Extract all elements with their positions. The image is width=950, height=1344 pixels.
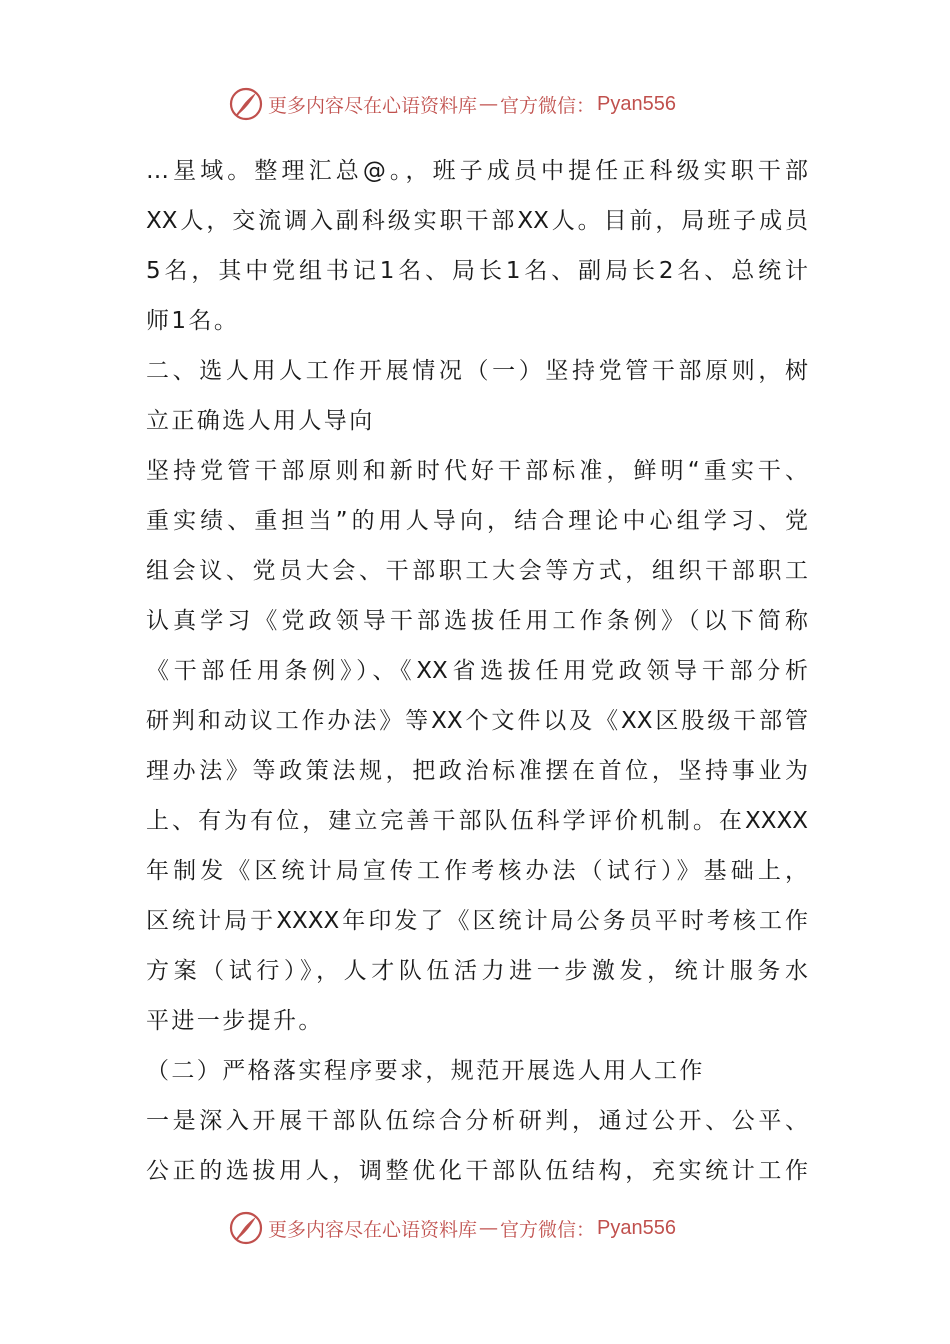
text-line: XX人，交流调入副科级实职干部XX人。目前，局班子成员	[146, 208, 808, 234]
text-line: 年制发《区统计局宣传工作考核办法（试行）》基础上，	[146, 858, 808, 884]
watermark-site-text: 更多内容尽在心语资料库	[268, 1218, 478, 1241]
text-line: 公正的选拔用人，调整优化干部队伍结构，充实统计工作	[146, 1158, 808, 1184]
watermark-separator: —	[479, 1217, 499, 1239]
header-watermark	[228, 84, 676, 124]
text-line: 坚持党管干部原则和新时代好干部标准，鲜明“重实干、	[146, 458, 808, 484]
footer-watermark	[228, 1208, 676, 1248]
text-line: …星域。整理汇总@。，班子成员中提任正科级实职干部	[146, 158, 808, 184]
watermark-separator: —	[479, 93, 499, 115]
watermark-site-text: 更多内容尽在心语资料库	[268, 94, 478, 117]
text-line: 师1名。	[146, 308, 240, 334]
watermark-label: 官方微信：	[500, 1218, 596, 1241]
watermark-wechat-id: Pyan556	[597, 92, 676, 115]
text-line: 理办法》等政策法规，把政治标准摆在首位，坚持事业为	[146, 758, 808, 784]
text-line: 重实绩、重担当”的用人导向，结合理论中心组学习、党	[146, 508, 808, 534]
text-line: 上、有为有位，建立完善干部队伍科学评价机制。在XXXX	[146, 808, 808, 834]
quill-logo-icon	[228, 1210, 264, 1246]
text-line: 区统计局于XXXX年印发了《区统计局公务员平时考核工作	[146, 908, 808, 934]
document-body	[146, 146, 808, 1196]
watermark-wechat-id: Pyan556	[597, 1216, 676, 1239]
quill-logo-icon	[228, 86, 264, 122]
text-line: 组会议、党员大会、干部职工大会等方式，组织干部职工	[146, 558, 808, 584]
watermark-label: 官方微信：	[500, 94, 596, 117]
text-line: 《干部任用条例》）、《XX省选拔任用党政领导干部分析	[146, 658, 808, 684]
text-line: 方案（试行）》，人才队伍活力进一步激发，统计服务水	[146, 958, 808, 984]
text-line: 一是深入开展干部队伍综合分析研判，通过公开、公平、	[146, 1108, 808, 1134]
text-line: 研判和动议工作办法》等XX个文件以及《XX区股级干部管	[146, 708, 808, 734]
text-line: 二、选人用人工作开展情况（一）坚持党管干部原则，树	[146, 358, 808, 384]
text-line: 认真学习《党政领导干部选拔任用工作条例》（以下简称	[146, 608, 808, 634]
text-line: 平进一步提升。	[146, 1008, 324, 1034]
text-line: （二）严格落实程序要求，规范开展选人用人工作	[146, 1058, 705, 1084]
text-line: 立正确选人用人导向	[146, 408, 375, 434]
text-line: 5名，其中党组书记1名、局长1名、副局长2名、总统计	[146, 258, 808, 284]
